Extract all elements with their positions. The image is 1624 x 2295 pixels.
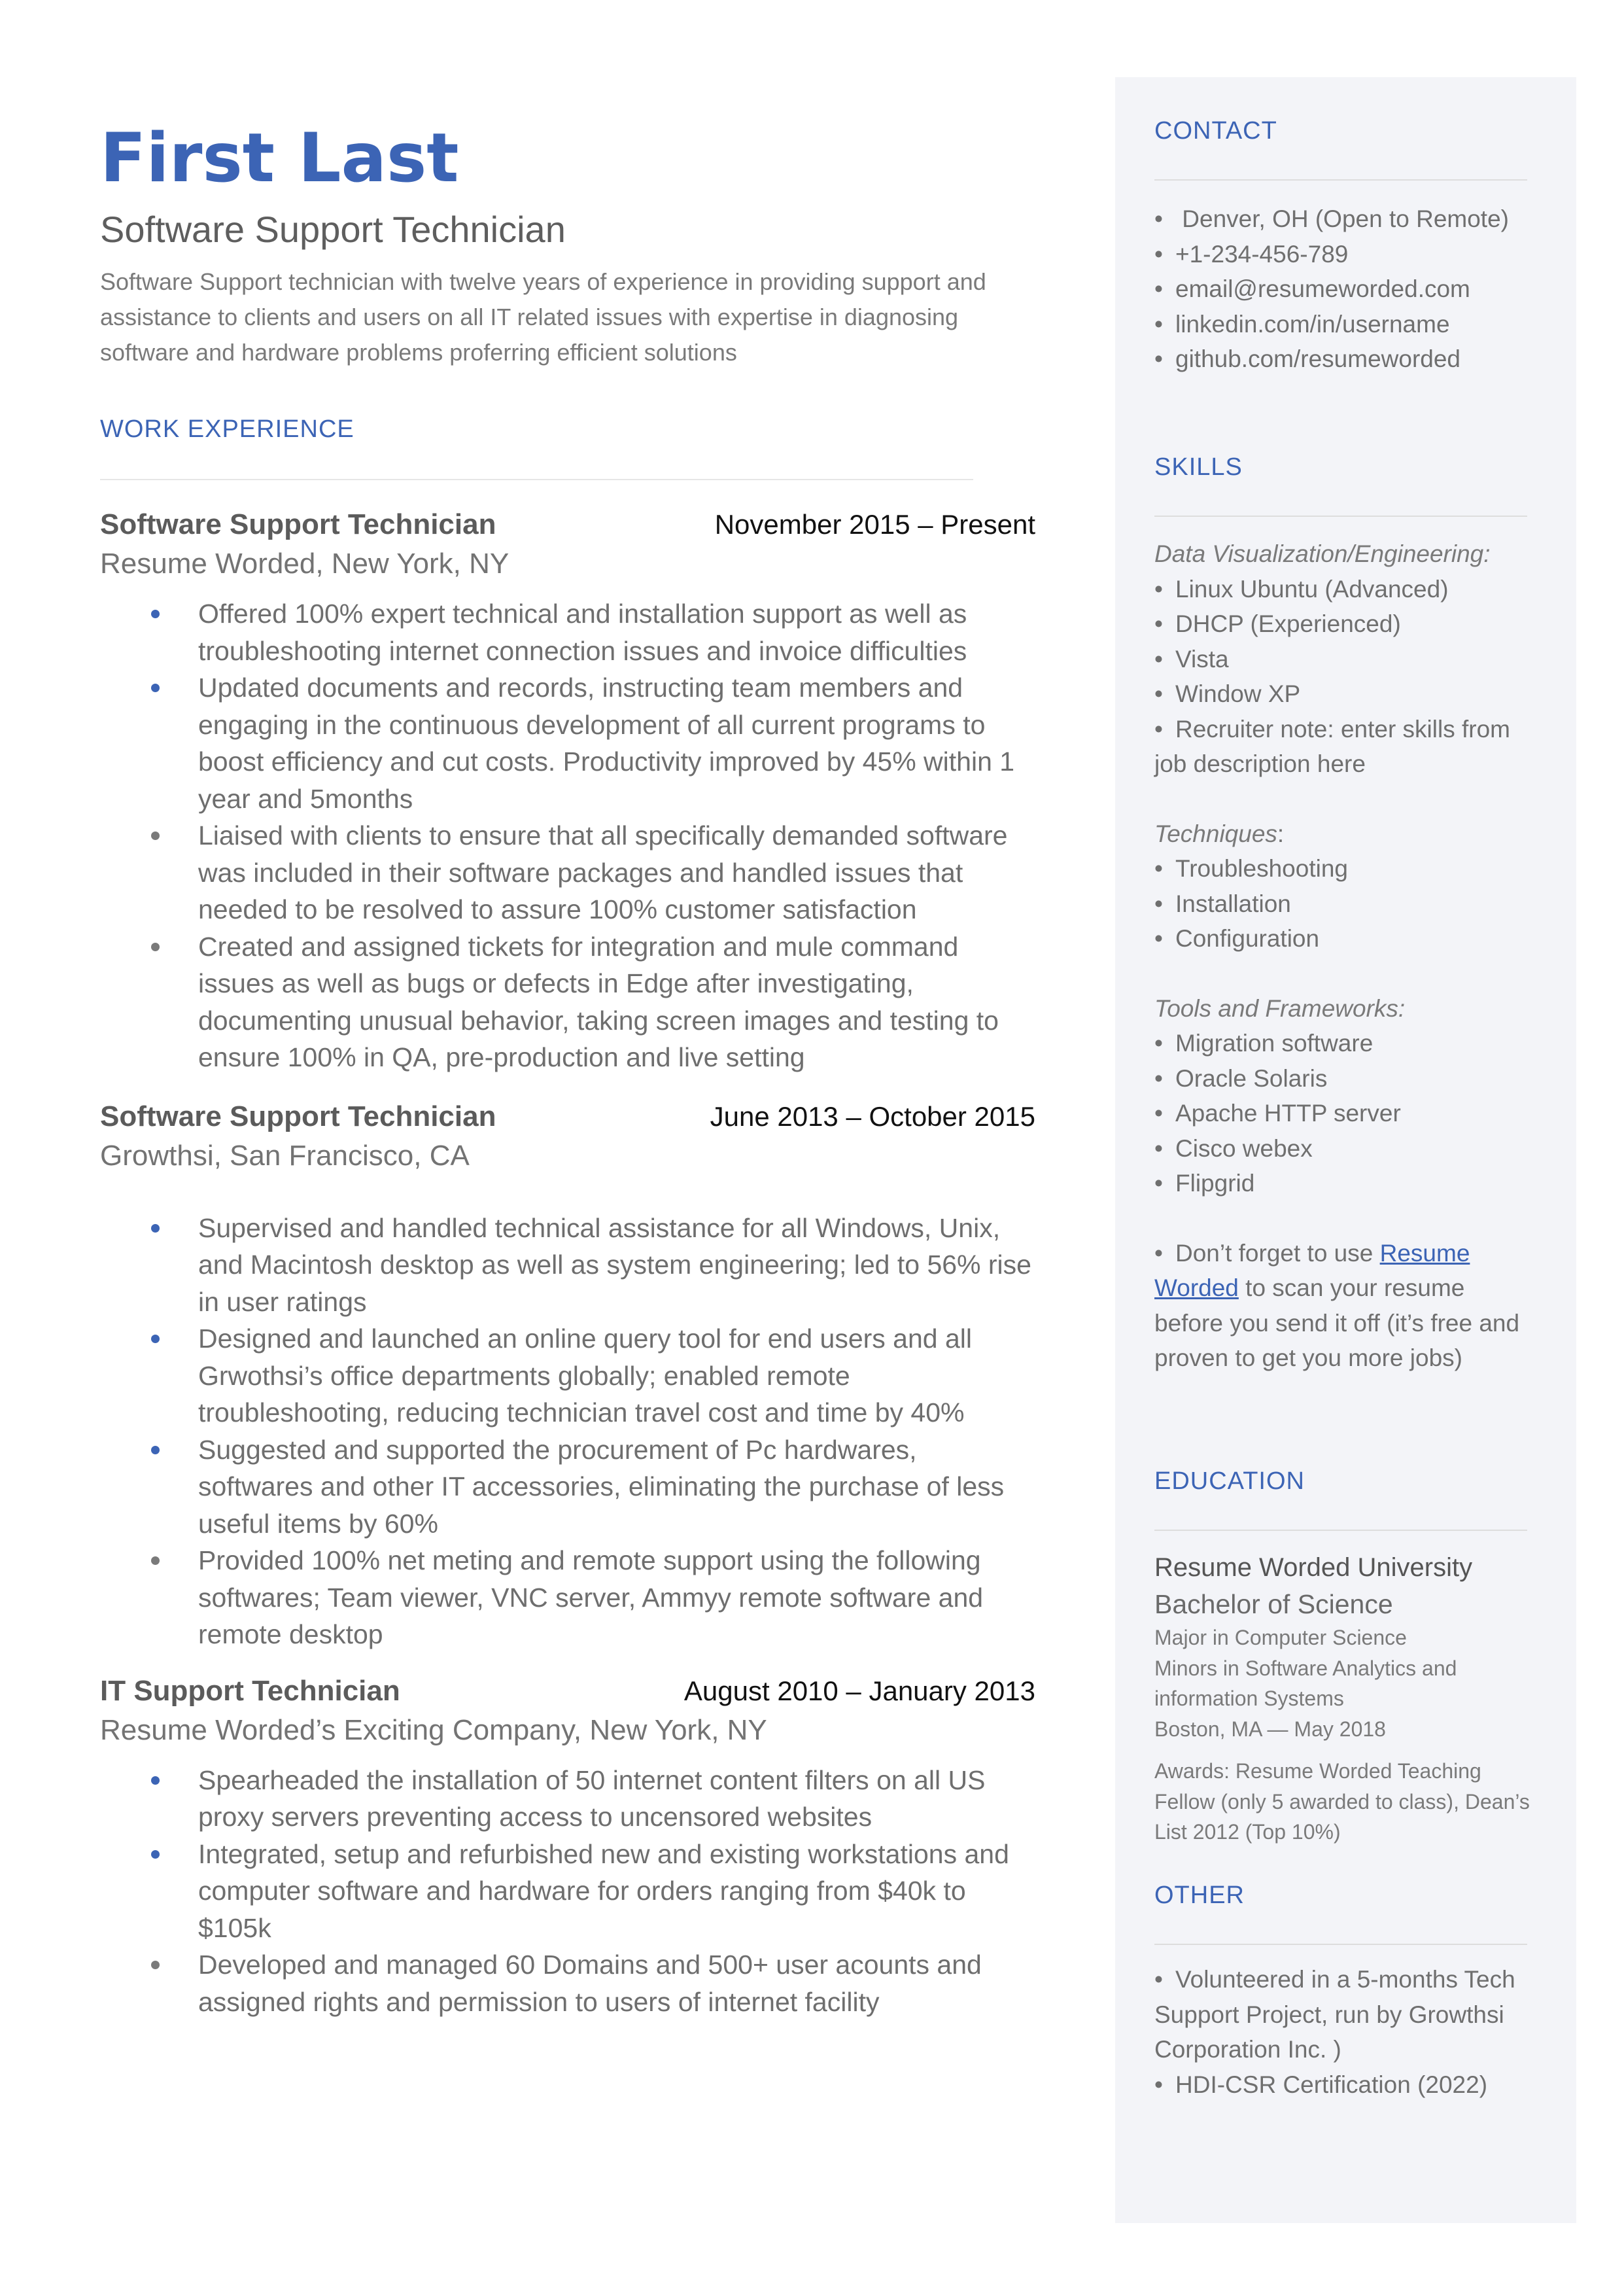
other-item: • Volunteered in a 5-months Tech — [1154, 1966, 1515, 1993]
bullet-dot-icon — [151, 943, 160, 951]
recruiter-note: • Recruiter note: enter skills from — [1154, 715, 1511, 743]
bullet-dot-icon — [151, 832, 160, 840]
bullet-item: Developed and managed 60 Domains and 500+ user acounts and assigned rights and permission to users of internet facility — [100, 1946, 1035, 2020]
job-company: Resume Worded, New York, NY — [100, 548, 510, 580]
bullet-item: Liaised with clients to ensure that all specifically demanded software was included in their software packages and handled issues that needed to be resolved to assure 100% customer satisfaction — [100, 817, 1035, 928]
job-dates: November 2015 – Present — [714, 509, 1035, 540]
other-divider — [1154, 1944, 1527, 1945]
contact-email[interactable]: • email@resumeworded.com — [1154, 275, 1470, 302]
bullet-item: Updated documents and records, instructing team members and engaging in the continuous development of all current programs to boost efficiency and cut costs. Productivity improved by 45% within 1 year and 5months — [100, 669, 1035, 817]
job-role: Software Support Technician — [100, 508, 496, 540]
education-awards-cont: List 2012 (Top 10%) — [1154, 1820, 1341, 1844]
contact-phone[interactable]: • +1-234-456-789 — [1154, 240, 1349, 268]
resume-worded-tip-line: before you send it off (it’s free and — [1154, 1309, 1520, 1337]
skills-list — [1154, 572, 1540, 747]
job-entry — [100, 506, 1035, 1076]
job-company: Growthsi, San Francisco, CA — [100, 1139, 470, 1172]
education-awards: Awards: Resume Worded Teaching — [1154, 1759, 1481, 1783]
education-heading: EDUCATION — [1154, 1467, 1305, 1495]
job-bullets — [100, 1762, 1035, 2021]
tools-list — [1154, 1026, 1540, 1201]
other-heading: OTHER — [1154, 1882, 1245, 1909]
recruiter-note-cont: job description here — [1154, 750, 1366, 777]
skills-section — [1154, 451, 1540, 1376]
job-dates: June 2013 – October 2015 — [710, 1100, 1035, 1132]
resume-worded-link[interactable]: Worded — [1154, 1274, 1239, 1301]
work-experience-heading: WORK EXPERIENCE — [100, 415, 354, 443]
job-header — [100, 506, 1035, 543]
job-role: Software Support Technician — [100, 1100, 496, 1132]
skill-item: • Configuration — [1154, 925, 1320, 952]
bullet-item: Created and assigned tickets for integration and mule command issues as well as bugs or defects in Edge after investigating, documenting unusual behavior, taking screen images and testing to ensure 100% in QA, pre-production and live setting — [100, 928, 1035, 1076]
bullet-item: Offered 100% expert technical and installation support as well as troubleshooting internet connection issues and invoice difficulties — [100, 595, 1035, 669]
education-awards-cont: Fellow (only 5 awarded to class), Dean’s — [1154, 1789, 1530, 1813]
education-major: Major in Computer Science — [1154, 1626, 1407, 1649]
bullet-item: Provided 100% net meting and remote support using the following softwares; Team viewer, VNC server, Ammyy remote software and remote desktop — [100, 1542, 1035, 1653]
other-item-cont: Support Project, run by Growthsi — [1154, 2001, 1504, 2028]
resume-worded-tip-line: Worded to scan your resume — [1154, 1274, 1465, 1301]
job-bullets — [100, 595, 1035, 1076]
summary: Software Support technician with twelve years of experience in providing support and assistance to clients and users on all IT related issues with expertise in diagnosing software and hardware problems proferring efficient solutions — [100, 268, 986, 366]
education-section — [1154, 1465, 1540, 1848]
skill-item: • Migration software — [1154, 1030, 1373, 1057]
bullet-dot-icon — [151, 1335, 160, 1343]
work-divider — [100, 479, 973, 480]
job-company: Resume Worded’s Exciting Company, New York, NY — [100, 1713, 767, 1746]
resume-worded-tip: • Don’t forget to use Resume — [1154, 1239, 1470, 1267]
skill-item: • Vista — [1154, 645, 1229, 673]
job-entry — [100, 1673, 1035, 2021]
skill-item: • DHCP (Experienced) — [1154, 610, 1401, 637]
skill-item: • Window XP — [1154, 680, 1301, 707]
bullet-dot-icon — [151, 610, 160, 618]
bullet-dot-icon — [151, 1961, 160, 1969]
tools-category: Tools and Frameworks: — [1154, 994, 1406, 1022]
education-degree: Bachelor of Science — [1154, 1589, 1393, 1619]
skills-category: Data Visualization/Engineering: — [1154, 540, 1491, 567]
techniques-category: Techniques: — [1154, 820, 1285, 847]
resume-worded-link[interactable]: Resume — [1379, 1239, 1470, 1267]
contact-github[interactable]: • github.com/resumeworded — [1154, 345, 1460, 372]
skill-item: • Apache HTTP server — [1154, 1100, 1401, 1127]
education-minors-cont: information Systems — [1154, 1687, 1344, 1710]
skill-item: • Flipgrid — [1154, 1170, 1255, 1197]
bullet-item: Spearheaded the installation of 50 internet content filters on all US proxy servers preventing access to uncensored websites — [100, 1762, 1035, 1836]
skills-divider — [1154, 516, 1527, 517]
job-header — [100, 1673, 1035, 1709]
job-bullets — [100, 1210, 1035, 1653]
skill-item: • Linux Ubuntu (Advanced) — [1154, 575, 1449, 603]
education-location-date: Boston, MA — May 2018 — [1154, 1717, 1386, 1741]
skill-item: • Cisco webex — [1154, 1134, 1313, 1162]
other-section — [1154, 1880, 1540, 2102]
job-header — [100, 1098, 1035, 1135]
skill-item: • Troubleshooting — [1154, 855, 1348, 882]
other-item-cont: Corporation Inc. ) — [1154, 2036, 1341, 2063]
bullet-dot-icon — [151, 1446, 160, 1454]
skill-item: • Oracle Solaris — [1154, 1064, 1328, 1092]
bullet-item: Suggested and supported the procurement of Pc hardwares, softwares and other IT accessories, eliminating the purchase of less useful items by 60% — [100, 1431, 1035, 1543]
job-role: IT Support Technician — [100, 1674, 400, 1707]
bullet-item: Designed and launched an online query tool for end users and all Grwothsi’s office departments globally; enabled remote troubleshooting, reducing technician travel cost and time by 40% — [100, 1320, 1035, 1431]
education-divider — [1154, 1530, 1527, 1531]
bullet-dot-icon — [151, 684, 160, 692]
bullet-dot-icon — [151, 1776, 160, 1785]
job-entry — [100, 1098, 1035, 1653]
job-dates: August 2010 – January 2013 — [683, 1675, 1035, 1706]
sidebar — [1115, 77, 1576, 2223]
contact-section — [1154, 115, 1540, 377]
candidate-title: Software Support Technician — [100, 209, 566, 250]
education-minors: Minors in Software Analytics and — [1154, 1656, 1457, 1680]
skills-heading: SKILLS — [1154, 453, 1243, 481]
candidate-name: First Last — [100, 119, 459, 198]
main-column — [100, 118, 1035, 2020]
resume-worded-tip-line: proven to get you more jobs) — [1154, 1344, 1462, 1371]
techniques-list — [1154, 851, 1540, 956]
other-item: • HDI-CSR Certification (2022) — [1154, 2071, 1488, 2098]
bullet-dot-icon — [151, 1556, 160, 1565]
contact-divider — [1154, 179, 1527, 181]
contact-linkedin[interactable]: • linkedin.com/in/username — [1154, 310, 1450, 338]
bullet-item: Integrated, setup and refurbished new and existing workstations and computer software and hardware for orders ranging from $40k to $105k — [100, 1836, 1035, 1947]
education-school: Resume Worded University — [1154, 1553, 1473, 1582]
bullet-dot-icon — [151, 1850, 160, 1859]
skill-item: • Installation — [1154, 890, 1291, 917]
contact-list — [1154, 201, 1540, 377]
bullet-dot-icon — [151, 1224, 160, 1233]
contact-location: • Denver, OH (Open to Remote) — [1154, 205, 1509, 232]
contact-heading: CONTACT — [1154, 117, 1277, 145]
bullet-item: Supervised and handled technical assistance for all Windows, Unix, and Macintosh desktop as well as system engineering; led to 56% rise in user ratings — [100, 1210, 1035, 1321]
